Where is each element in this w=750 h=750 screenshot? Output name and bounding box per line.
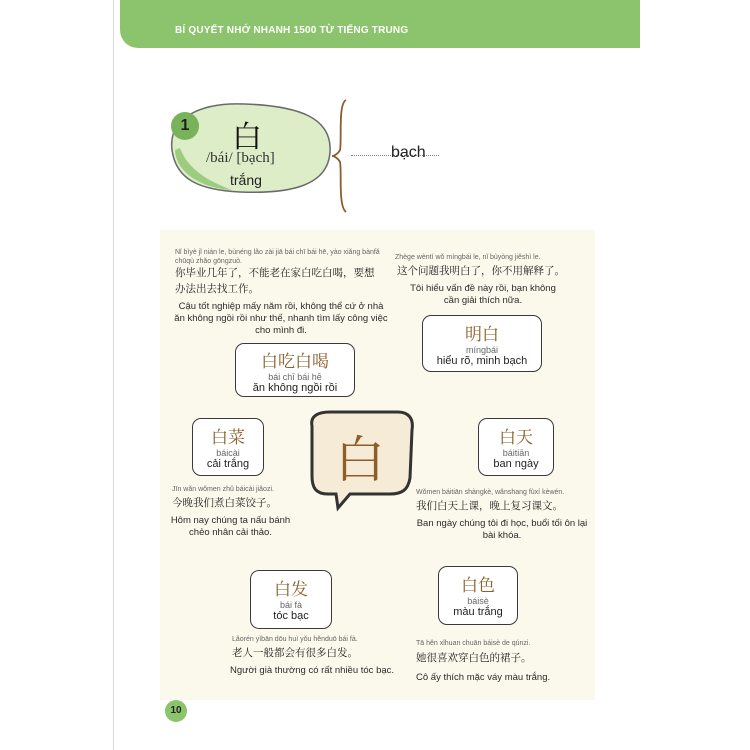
word-baitian-meaning: ban ngày [493, 458, 539, 470]
word-card-mingbai [422, 315, 542, 372]
example-1-vietnamese: Cậu tốt nghiệp mấy năm rồi, không thể cứ ở nhà ăn không ngồi rồi như thế, nhanh tìm lấy công việc cho mình đi. [174, 301, 388, 336]
entry-number: 1 [171, 112, 199, 140]
example-4-chinese: 我们白天上课，晚上复习课文。 [416, 500, 563, 512]
word-baifa-hanzi: 白发 [274, 580, 308, 600]
center-hanzi: 白 [335, 431, 385, 489]
entry-pronunciation: /bái/ [bạch] [206, 150, 275, 166]
example-5-pinyin: Lǎorén yìbān dōu huì yǒu hěnduō bái fà. [232, 636, 358, 643]
word-mingbai-meaning: hiểu rõ, minh bạch [436, 355, 528, 367]
example-3-chinese: 今晚我们煮白菜饺子。 [172, 497, 277, 509]
example-1-chinese: 你毕业几年了，不能老在家白吃白喝，要想办法出去找工作。 [175, 267, 375, 295]
word-card-baicai [192, 418, 264, 476]
word-baifa-pinyin: bái fà [279, 600, 303, 610]
example-1-pinyin: Nǐ bìyè jǐ nián le, bùnéng lǎo zài jiā bái chī bái hē, yào xiǎng bànfǎ chūqù zhǎo gōngzuò. [175, 249, 380, 265]
word-baicai-meaning: cải trắng [206, 458, 250, 470]
word-baitian-pinyin: báitiān [502, 448, 530, 458]
example-5-vietnamese: Người già thường có rất nhiều tóc bạc. [229, 665, 395, 676]
example-2-vietnamese: Tôi hiểu vấn đề này rồi, bạn không cần giải thích nữa. [410, 283, 556, 306]
word-baifa-meaning: tóc bạc [273, 610, 309, 622]
entry-sino-vietnamese: bạch [391, 144, 426, 161]
example-2-chinese: 这个问题我明白了，你不用解释了。 [397, 265, 565, 277]
word-card-baitian [478, 418, 554, 476]
word-baise-hanzi: 白色 [461, 576, 495, 596]
word-baichibaihe-pinyin: bái chī bái hē [268, 372, 322, 382]
word-baitian-hanzi: 白天 [499, 428, 533, 448]
word-card-baise [438, 566, 518, 625]
word-mingbai-pinyin: míngbái [465, 345, 499, 355]
header-title: BÍ QUYẾT NHỚ NHANH 1500 TỪ TIẾNG TRUNG [175, 25, 409, 36]
word-card-baifa [250, 570, 332, 629]
example-5-chinese: 老人一般都会有很多白发。 [232, 647, 358, 659]
example-4-pinyin: Wǒmen báitiān shàngkè, wǎnshang fùxí kèwén. [416, 489, 565, 496]
word-baise-meaning: màu trắng [453, 606, 503, 618]
entry-meaning: trắng [230, 172, 262, 188]
example-6-pinyin: Tā hěn xǐhuan chuān báisè de qúnzi. [416, 640, 531, 647]
word-baichibaihe-meaning: ăn không ngồi rồi [252, 382, 338, 394]
example-4-vietnamese: Ban ngày chúng tôi đi học, buổi tối ôn lại bài khóa. [416, 518, 588, 541]
word-baicai-hanzi: 白菜 [211, 428, 245, 448]
example-6-chinese: 她很喜欢穿白色的裙子。 [416, 652, 532, 664]
word-mingbai-hanzi: 明白 [465, 325, 499, 345]
example-6-vietnamese: Cô ấy thích mặc váy màu trắng. [416, 672, 551, 683]
example-3-vietnamese: Hôm nay chúng ta nấu bánh chẻo nhân cải thảo. [170, 515, 291, 538]
example-3-pinyin: Jīn wǎn wǒmen zhǔ báicài jiǎozi. [172, 486, 274, 493]
word-baichibaihe-hanzi: 白吃白喝 [261, 352, 329, 372]
entry-hanzi: 白 [232, 120, 262, 155]
example-2-pinyin: Zhège wèntí wǒ míngbái le, nǐ bùyòng jiěshì le. [395, 254, 541, 261]
page-number: 10 [165, 700, 187, 722]
word-baicai-pinyin: báicài [216, 448, 240, 458]
word-card-baichibaihe [235, 343, 355, 397]
word-baise-pinyin: báisè [467, 596, 489, 606]
